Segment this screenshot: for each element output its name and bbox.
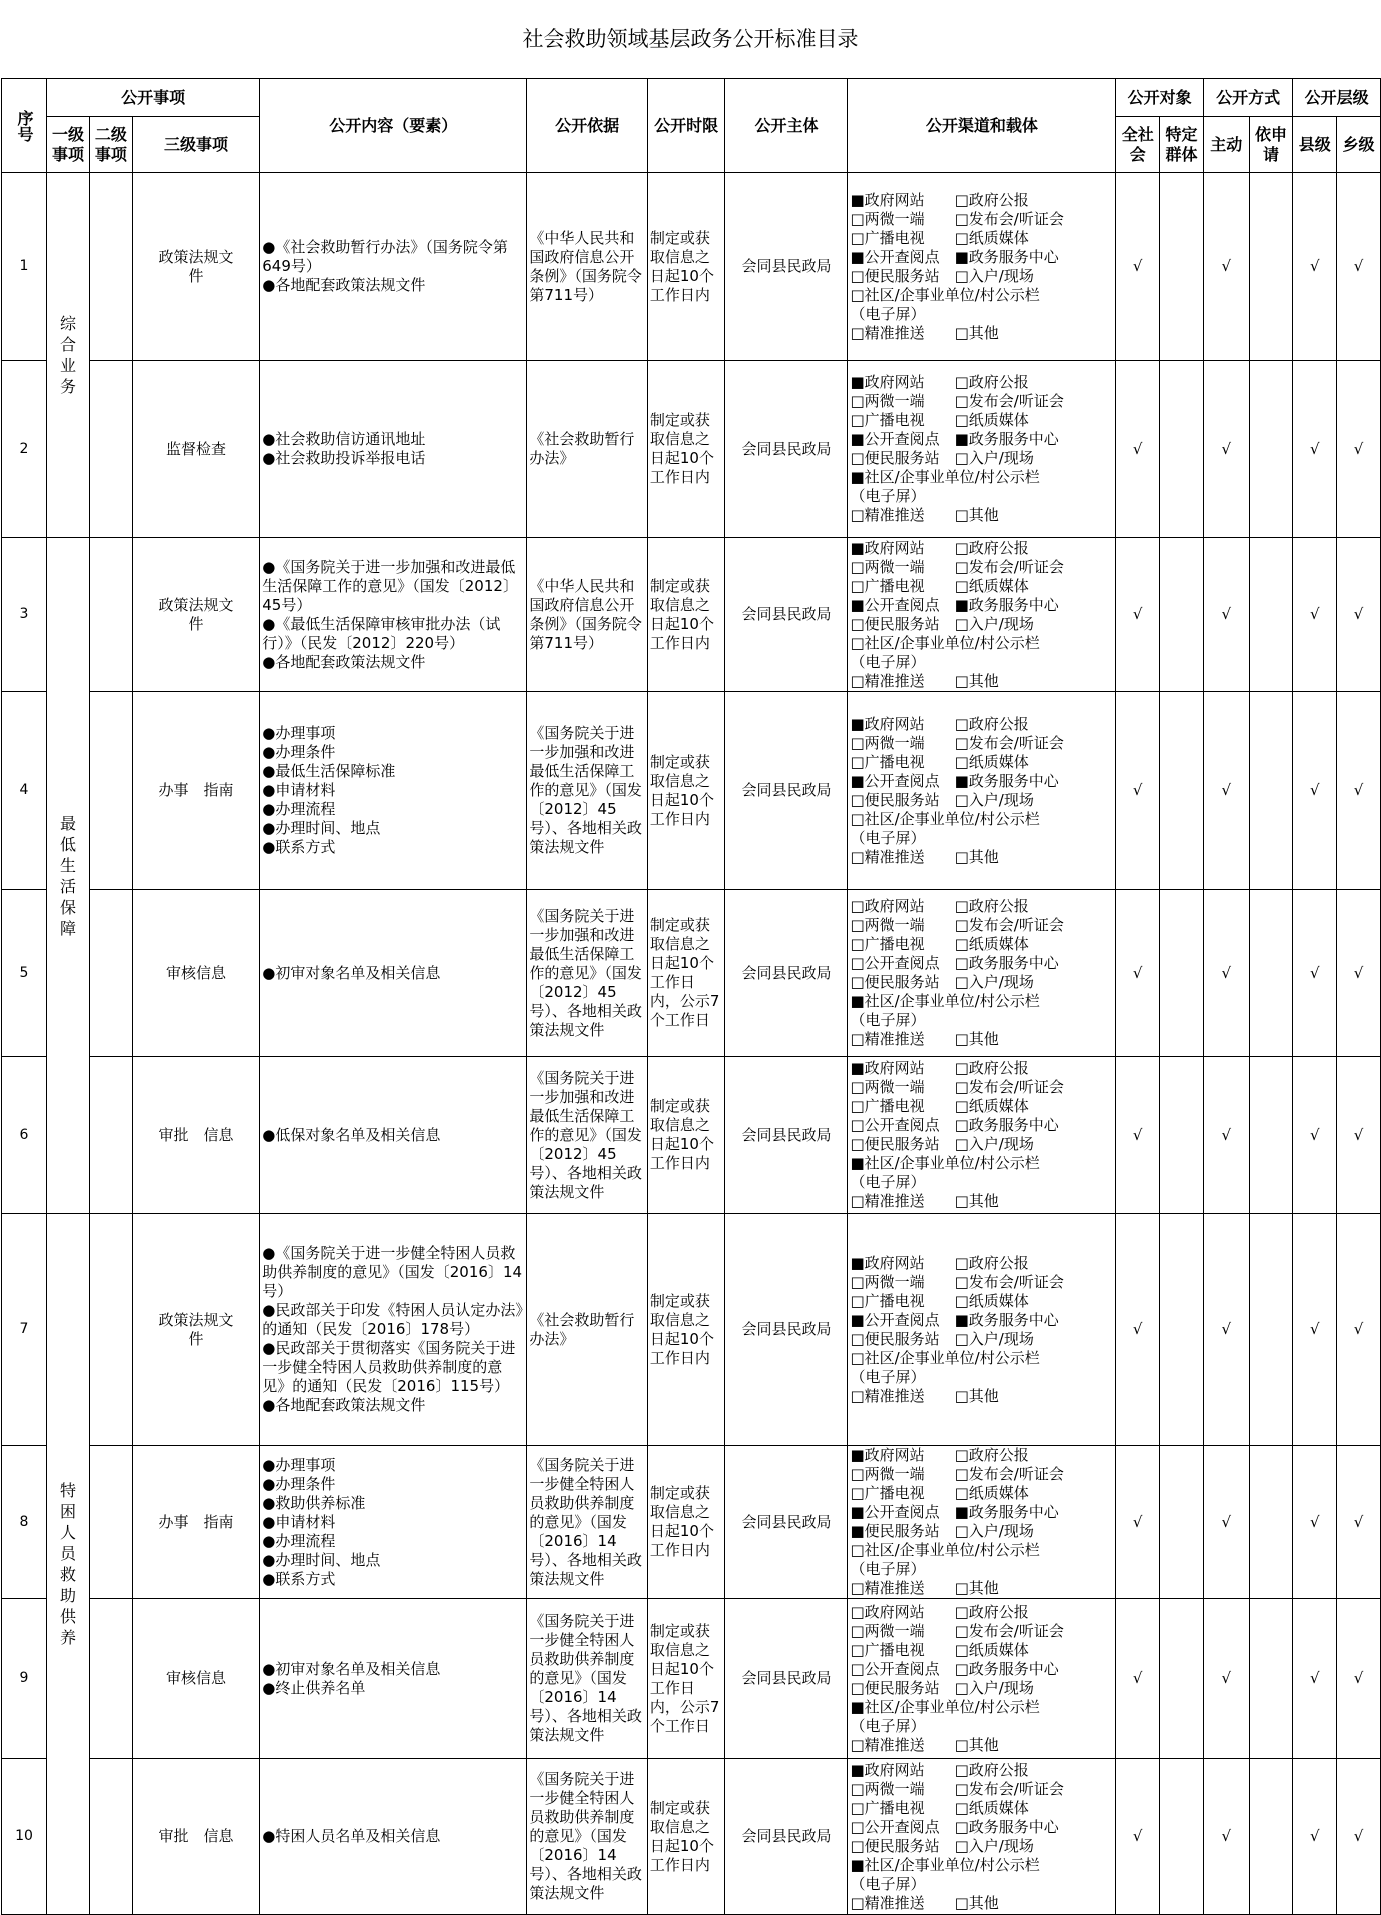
level2-item — [89, 1214, 132, 1446]
content-cell — [260, 692, 527, 890]
check-active: √ — [1203, 1759, 1249, 1915]
check-all: √ — [1116, 173, 1160, 361]
page-title: 社会救助领域基层政务公开标准目录 — [522, 27, 859, 51]
level3-item: 办事 指南 — [132, 692, 260, 890]
channel-cell: ■政府网站 □政府公报 □两微一端 □发布会/听证会 □广播电视 □纸质媒体 ■公开查阅点 ■政务服务中心 ■便民服务站 □入户/现场 □社区/企事业单位/村公示栏 （电子屏） □精准推送 □其他 — [848, 1446, 1116, 1599]
catalog-table — [1, 78, 1381, 1915]
level3-item: 审批 信息 — [132, 1057, 260, 1214]
subject-cell: 会同县民政局 — [725, 538, 848, 692]
check-township: √ — [1337, 1057, 1381, 1214]
channel-cell: ■政府网站 □政府公报 □两微一端 □发布会/听证会 □广播电视 □纸质媒体 ■公开查阅点 ■政务服务中心 □便民服务站 □入户/现场 □社区/企事业单位/村公示栏 （电子屏） □精准推送 □其他 — [848, 538, 1116, 692]
table-row — [2, 1759, 1381, 1915]
basis-cell: 《国务院关于进一步加强和改进最低生活保障工作的意见》（国发〔2012〕45号）、各地相关政策法规文件 — [527, 692, 648, 890]
check-all: √ — [1116, 1599, 1160, 1759]
timelimit-cell: 制定或获取信息之日起10个工作日内 — [647, 173, 725, 361]
table-row — [2, 1214, 1381, 1446]
level2-item — [89, 1599, 132, 1759]
basis-cell: 《国务院关于进一步健全特困人员救助供养制度的意见》（国发〔2016〕14号）、各地相关政策法规文件 — [527, 1446, 648, 1599]
content-item: ●初审对象名单及相关信息 — [262, 1659, 441, 1678]
check-township: √ — [1337, 1214, 1381, 1446]
timelimit-cell: 制定或获取信息之日起10个工作日内 — [647, 361, 725, 538]
content-item: ●办理流程 — [262, 800, 336, 818]
check-specific — [1160, 538, 1204, 692]
header-channel: 公开渠道和载体 — [848, 79, 1116, 173]
check-active: √ — [1203, 538, 1249, 692]
level2-item — [89, 692, 132, 890]
content-item: ●《社会救助暂行办法》（国务院令第649号） — [262, 238, 508, 275]
basis-cell: 《国务院关于进一步健全特困人员救助供养制度的意见》（国发〔2016〕14号）、各地相关政策法规文件 — [527, 1759, 648, 1915]
check-county: √ — [1293, 1599, 1337, 1759]
row-number: 8 — [2, 1446, 47, 1599]
check-request — [1249, 173, 1293, 361]
check-all: √ — [1116, 538, 1160, 692]
subject-cell: 会同县民政局 — [725, 173, 848, 361]
channel-cell: ■政府网站 □政府公报 □两微一端 □发布会/听证会 □广播电视 □纸质媒体 ■公开查阅点 ■政务服务中心 □便民服务站 □入户/现场 □社区/企事业单位/村公示栏 （电子屏） □精准推送 □其他 — [848, 1214, 1116, 1446]
content-item: ●办理时间、地点 — [262, 819, 381, 837]
check-request — [1249, 692, 1293, 890]
check-county: √ — [1293, 1759, 1337, 1915]
check-county: √ — [1293, 173, 1337, 361]
check-specific — [1160, 1446, 1204, 1599]
row-number: 10 — [2, 1759, 47, 1915]
content-item: ●申请材料 — [262, 1512, 336, 1531]
content-item: ●民政部关于贯彻落实《国务院关于进一步健全特困人员救助供养制度的意见》的通知（民发〔2016〕115号） — [262, 1339, 516, 1395]
timelimit-cell: 制定或获取信息之日起10个工作日内 — [647, 1214, 725, 1446]
basis-cell: 《国务院关于进一步健全特困人员救助供养制度的意见》（国发〔2016〕14号）、各地相关政策法规文件 — [527, 1599, 648, 1759]
level1-item: 综合业务 — [47, 173, 90, 538]
subject-cell: 会同县民政局 — [725, 1599, 848, 1759]
level2-item — [89, 361, 132, 538]
table-row — [2, 538, 1381, 692]
content-cell — [260, 1599, 527, 1759]
check-request — [1249, 890, 1293, 1057]
check-specific — [1160, 173, 1204, 361]
row-number: 1 — [2, 173, 47, 361]
header-basis: 公开依据 — [527, 79, 648, 173]
check-all: √ — [1116, 692, 1160, 890]
level3-item: 办事 指南 — [132, 1446, 260, 1599]
row-number: 2 — [2, 361, 47, 538]
row-number: 5 — [2, 890, 47, 1057]
header-target-specific: 特定群体 — [1160, 117, 1204, 173]
content-item: ●社会救助投诉举报电话 — [262, 449, 426, 467]
timelimit-cell: 制定或获取信息之日起10个工作日内 — [647, 1446, 725, 1599]
table-row — [2, 1599, 1381, 1759]
content-cell — [260, 1446, 527, 1599]
content-item: ●《国务院关于进一步加强和改进最低生活保障工作的意见》（国发〔2012〕45号） — [262, 557, 518, 614]
header-subject: 公开主体 — [725, 79, 848, 173]
header-mode-active: 主动 — [1203, 117, 1249, 173]
subject-cell: 会同县民政局 — [725, 1214, 848, 1446]
level3-item: 政策法规文件 — [132, 173, 260, 361]
check-county: √ — [1293, 1214, 1337, 1446]
subject-cell: 会同县民政局 — [725, 890, 848, 1057]
content-item: ●《最低生活保障审核审批办法（试行）》（民发〔2012〕220号） — [262, 614, 501, 652]
subject-cell: 会同县民政局 — [725, 692, 848, 890]
header-level3: 三级事项 — [132, 117, 260, 173]
content-item: ●办理条件 — [262, 743, 336, 761]
timelimit-cell: 制定或获取信息之日起10个工作日内，公示7个工作日 — [647, 1599, 725, 1759]
content-item: ●办理事项 — [262, 1455, 336, 1474]
table-row — [2, 692, 1381, 890]
basis-cell: 《国务院关于进一步加强和改进最低生活保障工作的意见》（国发〔2012〕45号）、各地相关政策法规文件 — [527, 1057, 648, 1214]
content-item: ●民政部关于印发《特困人员认定办法》的通知（民发〔2016〕178号） — [262, 1301, 523, 1338]
table-row — [2, 890, 1381, 1057]
check-county: √ — [1293, 1057, 1337, 1214]
timelimit-cell: 制定或获取信息之日起10个工作日内 — [647, 692, 725, 890]
header-mode: 公开方式 — [1203, 79, 1293, 117]
subject-cell: 会同县民政局 — [725, 1057, 848, 1214]
header-level2: 二级事项 — [89, 117, 132, 173]
row-number: 7 — [2, 1214, 47, 1446]
check-all: √ — [1116, 1446, 1160, 1599]
content-item: ●办理事项 — [262, 724, 336, 742]
check-specific — [1160, 1759, 1204, 1915]
level2-item — [89, 890, 132, 1057]
check-request — [1249, 1057, 1293, 1214]
content-item: ●低保对象名单及相关信息 — [262, 1125, 441, 1144]
header-matters: 公开事项 — [47, 79, 260, 117]
level2-item — [89, 1446, 132, 1599]
content-item: ●初审对象名单及相关信息 — [262, 963, 441, 982]
check-all: √ — [1116, 1057, 1160, 1214]
check-township: √ — [1337, 361, 1381, 538]
check-active: √ — [1203, 173, 1249, 361]
channel-cell: ■政府网站 □政府公报 □两微一端 □发布会/听证会 □广播电视 □纸质媒体 ■公开查阅点 ■政务服务中心 □便民服务站 □入户/现场 □社区/企事业单位/村公示栏 （电子屏） □精准推送 □其他 — [848, 692, 1116, 890]
content-item: ●办理条件 — [262, 1474, 336, 1493]
row-number: 4 — [2, 692, 47, 890]
check-request — [1249, 1446, 1293, 1599]
check-active: √ — [1203, 1214, 1249, 1446]
basis-cell: 《社会救助暂行办法》 — [527, 1214, 648, 1446]
level1-item: 最低生活保障 — [47, 538, 90, 1214]
check-county: √ — [1293, 361, 1337, 538]
header-mode-request: 依申请 — [1249, 117, 1293, 173]
check-specific — [1160, 1599, 1204, 1759]
check-request — [1249, 1214, 1293, 1446]
check-township: √ — [1337, 538, 1381, 692]
channel-cell: □政府网站 □政府公报 □两微一端 □发布会/听证会 □广播电视 □纸质媒体 □公开查阅点 □政务服务中心 □便民服务站 □入户/现场 ■社区/企事业单位/村公示栏 （电子屏） □精准推送 □其他 — [848, 890, 1116, 1057]
check-county: √ — [1293, 692, 1337, 890]
channel-cell: □政府网站 □政府公报 □两微一端 □发布会/听证会 □广播电视 □纸质媒体 □公开查阅点 □政务服务中心 □便民服务站 □入户/现场 ■社区/企事业单位/村公示栏 （电子屏） □精准推送 □其他 — [848, 1599, 1116, 1759]
basis-cell: 《中华人民共和国政府信息公开条例》（国务院令第711号） — [527, 173, 648, 361]
check-active: √ — [1203, 361, 1249, 538]
check-county: √ — [1293, 890, 1337, 1057]
check-request — [1249, 1599, 1293, 1759]
check-specific — [1160, 890, 1204, 1057]
content-item: ●特困人员名单及相关信息 — [262, 1827, 441, 1845]
table-header — [2, 79, 1381, 173]
table-row — [2, 1057, 1381, 1214]
content-item: ●终止供养名单 — [262, 1678, 366, 1697]
header-level1: 一级事项 — [47, 117, 90, 173]
level3-item: 政策法规文件 — [132, 1214, 260, 1446]
content-item: ●办理时间、地点 — [262, 1550, 381, 1569]
content-item: ●社会救助信访通讯地址 — [262, 430, 426, 448]
content-item: ●各地配套政策法规文件 — [262, 276, 426, 294]
level3-item: 审核信息 — [132, 890, 260, 1057]
check-request — [1249, 361, 1293, 538]
level2-item — [89, 1759, 132, 1915]
check-specific — [1160, 692, 1204, 890]
basis-cell: 《国务院关于进一步加强和改进最低生活保障工作的意见》（国发〔2012〕45号）、各地相关政策法规文件 — [527, 890, 648, 1057]
level3-item: 审核信息 — [132, 1599, 260, 1759]
channel-cell: ■政府网站 □政府公报 □两微一端 □发布会/听证会 □广播电视 □纸质媒体 ■公开查阅点 ■政务服务中心 □便民服务站 □入户/现场 □社区/企事业单位/村公示栏 （电子屏） □精准推送 □其他 — [848, 173, 1116, 361]
level2-item — [89, 538, 132, 692]
channel-cell: ■政府网站 □政府公报 □两微一端 □发布会/听证会 □广播电视 □纸质媒体 □公开查阅点 □政务服务中心 □便民服务站 □入户/现场 ■社区/企事业单位/村公示栏 （电子屏） □精准推送 □其他 — [848, 1057, 1116, 1214]
subject-cell: 会同县民政局 — [725, 1446, 848, 1599]
content-item: ●联系方式 — [262, 838, 336, 856]
header-target-all: 全社会 — [1116, 117, 1160, 173]
content-item: ●办理流程 — [262, 1531, 336, 1550]
header-tier-township: 乡级 — [1337, 117, 1381, 173]
content-item: ●各地配套政策法规文件 — [262, 1396, 426, 1414]
check-all: √ — [1116, 1759, 1160, 1915]
check-county: √ — [1293, 538, 1337, 692]
check-active: √ — [1203, 1599, 1249, 1759]
level2-item — [89, 173, 132, 361]
check-request — [1249, 538, 1293, 692]
check-township: √ — [1337, 1599, 1381, 1759]
content-item: ●联系方式 — [262, 1569, 336, 1588]
check-township: √ — [1337, 692, 1381, 890]
timelimit-cell: 制定或获取信息之日起10个工作日内，公示7个工作日 — [647, 890, 725, 1057]
timelimit-cell: 制定或获取信息之日起10个工作日内 — [647, 538, 725, 692]
level2-item — [89, 1057, 132, 1214]
content-cell — [260, 173, 527, 361]
channel-cell: ■政府网站 □政府公报 □两微一端 □发布会/听证会 □广播电视 □纸质媒体 □公开查阅点 □政务服务中心 □便民服务站 □入户/现场 ■社区/企事业单位/村公示栏 （电子屏） □精准推送 □其他 — [848, 1759, 1116, 1915]
check-active: √ — [1203, 890, 1249, 1057]
content-item: ●救助供养标准 — [262, 1493, 366, 1512]
table-row — [2, 173, 1381, 361]
header-tier-county: 县级 — [1293, 117, 1337, 173]
row-number: 6 — [2, 1057, 47, 1214]
content-cell — [260, 1057, 527, 1214]
check-township: √ — [1337, 173, 1381, 361]
header-target: 公开对象 — [1116, 79, 1204, 117]
check-all: √ — [1116, 1214, 1160, 1446]
subject-cell: 会同县民政局 — [725, 1759, 848, 1915]
check-specific — [1160, 1057, 1204, 1214]
content-item: ●各地配套政策法规文件 — [262, 652, 426, 671]
check-all: √ — [1116, 361, 1160, 538]
timelimit-cell: 制定或获取信息之日起10个工作日内 — [647, 1759, 725, 1915]
channel-cell: ■政府网站 □政府公报 □两微一端 □发布会/听证会 □广播电视 □纸质媒体 ■公开查阅点 ■政务服务中心 □便民服务站 □入户/现场 ■社区/企事业单位/村公示栏 （电子屏） □精准推送 □其他 — [848, 361, 1116, 538]
check-active: √ — [1203, 1446, 1249, 1599]
check-request — [1249, 1759, 1293, 1915]
content-cell — [260, 538, 527, 692]
check-township: √ — [1337, 1446, 1381, 1599]
header-content: 公开内容（要素） — [260, 79, 527, 173]
header-tier: 公开层级 — [1293, 79, 1381, 117]
timelimit-cell: 制定或获取信息之日起10个工作日内 — [647, 1057, 725, 1214]
level3-item: 政策法规文件 — [132, 538, 260, 692]
check-specific — [1160, 361, 1204, 538]
table-row — [2, 1446, 1381, 1599]
check-township: √ — [1337, 1759, 1381, 1915]
check-active: √ — [1203, 692, 1249, 890]
subject-cell: 会同县民政局 — [725, 361, 848, 538]
row-number: 9 — [2, 1599, 47, 1759]
content-item: ●《国务院关于进一步健全特困人员救助供养制度的意见》（国发〔2016〕14号） — [262, 1244, 523, 1300]
check-all: √ — [1116, 890, 1160, 1057]
content-cell — [260, 1214, 527, 1446]
level1-item: 特困人员救助供养 — [47, 1214, 90, 1915]
level3-item: 监督检查 — [132, 361, 260, 538]
header-seq: 序号 — [2, 79, 47, 173]
table-body — [2, 173, 1381, 1915]
check-county: √ — [1293, 1446, 1337, 1599]
content-item: ●最低生活保障标准 — [262, 762, 396, 780]
header-timelimit: 公开时限 — [647, 79, 725, 173]
check-active: √ — [1203, 1057, 1249, 1214]
table-row — [2, 361, 1381, 538]
content-item: ●申请材料 — [262, 781, 336, 799]
basis-cell: 《社会救助暂行办法》 — [527, 361, 648, 538]
basis-cell: 《中华人民共和国政府信息公开条例》（国务院令第711号） — [527, 538, 648, 692]
row-number: 3 — [2, 538, 47, 692]
check-township: √ — [1337, 890, 1381, 1057]
content-cell — [260, 361, 527, 538]
content-cell — [260, 890, 527, 1057]
check-specific — [1160, 1214, 1204, 1446]
content-cell — [260, 1759, 527, 1915]
level3-item: 审批 信息 — [132, 1759, 260, 1915]
